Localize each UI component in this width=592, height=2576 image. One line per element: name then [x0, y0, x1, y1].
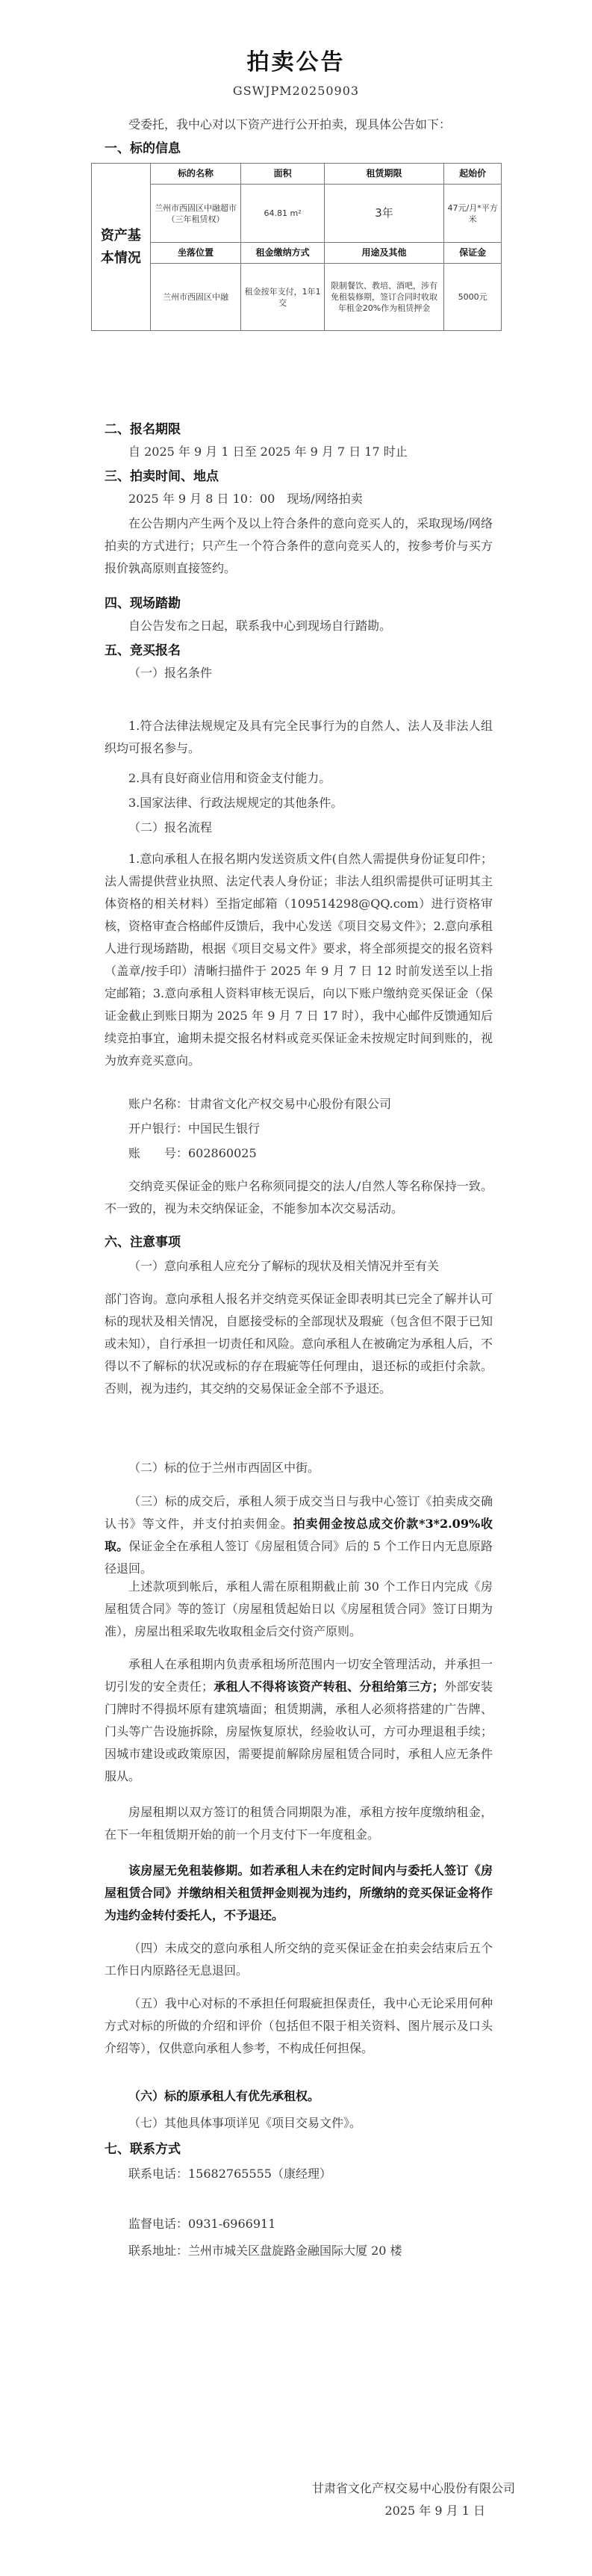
table-cell: 5000元 — [444, 264, 502, 331]
table-header-cell: 起始价 — [444, 164, 502, 185]
account-bank: 开户银行：中国民生银行 — [128, 1121, 261, 1136]
no-sublet-text: 承租人不得将该资产转租、分租给第三方； — [214, 1679, 444, 1694]
table-header-cell: 面积 — [241, 164, 324, 185]
section-heading-auction-time: 三、拍卖时间、地点 — [105, 469, 219, 484]
default-warning-text: 该房屋无免租装修期。如若承租人未在约定时间内与委托人签订《房屋租赁合同》并缴纳相关租赁押金则视为违约，所缴纳的竞买保证金将作为违约金转付委托人，不予退还。 — [105, 1863, 493, 1922]
registration-period-text: 自 2025 年 9 月 1 日至 2025 年 9 月 7 日 17 时止 — [128, 445, 408, 459]
account-number: 账 号：602860025 — [128, 1146, 257, 1160]
supervision-phone: 监督电话：0931-6966911 — [128, 2217, 276, 2231]
section-heading-target-info: 一、标的信息 — [105, 141, 181, 156]
table-cell: 兰州市西固区中融超市（三年租赁权） — [150, 185, 241, 243]
table-cell: 64.81 m² — [241, 185, 324, 243]
rent-payment-text: 房屋租期以双方签订的租赁合同期限为准，承租方按年度缴纳租金，在下一年租赁期开始的前一个月支付下一年度租金。 — [105, 1805, 493, 1842]
section-heading-notes: 六、注意事项 — [105, 1235, 181, 1250]
table-cell: 限制餐饮、教培、酒吧，涉有免租装修期，签订合同时收取年租金20%作为租赁押金 — [324, 264, 444, 331]
table-header-cell: 用途及其他 — [324, 243, 444, 264]
signature-organization: 甘肃省文化产权交易中心股份有限公司 — [311, 2481, 515, 2495]
table-header-cell: 租金缴纳方式 — [241, 243, 324, 264]
note-4: （四）未成交的意向承租人所交纳的竞买保证金在拍卖会结束后五个工作日内原路径无息退回。 — [105, 1941, 493, 1978]
subheading-conditions: （一）报名条件 — [128, 666, 213, 680]
table-header-cell: 标的名称 — [150, 164, 241, 185]
deposit-refund-text: 保证金全在承租人签订《房屋租赁合同》后的 5 个工作日内无息原路径退回。 — [105, 1539, 493, 1576]
page-title: 拍卖公告 — [246, 49, 346, 75]
condition-item: 1.符合法律法规规定及具有完全民事行为的自然人、法人及非法人组织均可报名参与。 — [105, 719, 493, 755]
signature-date: 2025 年 9 月 1 日 — [384, 2504, 485, 2518]
note-1-lead: （一）意向承租人应充分了解标的现状及相关情况并至有关 — [128, 1259, 440, 1273]
note-7: （七）其他具体事项详见《项目交易文件》。 — [128, 2116, 362, 2130]
table-cell: 租金按年支付，1年1交 — [241, 264, 324, 331]
table-cell: 兰州市西固区中融 — [150, 264, 241, 331]
table-header-cell: 保证金 — [444, 243, 502, 264]
auction-method-text: 在公告期内产生两个及以上符合条件的意向竞买人的，采取现场/网络拍卖的方式进行；只产生一个符合条件的意向竞买人的，按参考价与买方报价孰高原则直接签约。 — [105, 516, 493, 575]
contact-phone: 联系电话：15682765555（康经理） — [128, 2167, 331, 2181]
contact-address: 联系地址：兰州市城关区盘旋路金融国际大厦 20 楼 — [128, 2244, 402, 2258]
table-cell: 3年 — [324, 185, 444, 243]
section-heading-site-visit: 四、现场踏勘 — [105, 596, 181, 611]
subheading-process: （二）报名流程 — [128, 820, 213, 835]
section-heading-bidding-registration: 五、竞买报名 — [105, 643, 181, 658]
asset-info-table — [91, 163, 502, 331]
section-heading-registration-period: 二、报名期限 — [105, 422, 181, 437]
registration-process-text: 1.意向承租人在报名期内发送资质文件(自然人需提供身份证复印件；法人需提供营业执照、法定代表人身份证；非法人组织需提供可证明其主体资格的相关材料）至指定邮箱（109514298@QQ.com）进行资格审核，资格审查合格邮件反馈后，我中心发送《项目交易文件》；2.意向承租人进行现场踏勘，根据《项目交易文件》要求，将全部须提交的报名资料（盖章/按手印）清晰扫描件于 2025 年 9 月 7 日 12 时前发送至以上指定邮箱；3.意向承租人资料审核无误后，向以下账户缴纳竞买保证金（保证金截止到账日期为 2025 年 9 月 7 日 17 时），我中心邮件反馈通知后续竞拍事宜，逾期未提交报名材料或竞买保证金未按规定时间到账的，视为放弃竞买意向。 — [105, 852, 493, 1068]
note-6: （六）标的原承租人有优先承租权。 — [128, 2089, 320, 2103]
note-3-text: （三）标的成交后，承租人须于成交当日与我中心签订《拍卖成交确认书》等文件，并支付拍卖佣金。 — [105, 1494, 493, 1531]
table-header-cell: 租赁期限 — [324, 164, 444, 185]
condition-item: 2.具有良好商业信用和资金支付能力。 — [128, 771, 331, 785]
auction-time-text: 2025 年 9 月 8 日 10：00 现场/网络拍卖 — [128, 492, 363, 506]
commission-rate-text: 拍卖佣金按总成交价款*3*2.09%收取。 — [105, 1517, 493, 1553]
lease-signing-text: 上述款项到帐后，承租人需在原租期截止前 30 个工作日内完成《房屋租赁合同》等的签订（房屋租赁起始日以《房屋租赁合同》签订日期为准），房屋出租采取先收取租金后交付资产原则。 — [105, 1579, 493, 1638]
deposit-note: 交纳竞买保证金的账户名称须同提交的法人/自然人等名称保持一致。不一致的，视为未交纳保证金，不能参加本次交易活动。 — [105, 1179, 493, 1216]
signage-text: 外部安装门牌时不得损坏原有建筑墙面；租赁期满，承租人必须将搭建的广告牌、门头等广告设施拆除，房屋恢复原状，经验收认可，方可办理退租手续；因城市建设或政策原因，需要提前解除房屋租赁合同时，承租人应无条件服从。 — [105, 1679, 493, 1783]
note-2: （二）标的位于兰州市西固区中街。 — [128, 1461, 320, 1475]
announcement-code: GSWJPM20250903 — [232, 84, 360, 98]
condition-item: 3.国家法律、行政法规规定的其他条件。 — [128, 796, 343, 810]
section-heading-contact: 七、联系方式 — [105, 2142, 181, 2157]
intro-paragraph: 受委托，我中心对以下资产进行公开拍卖，现具体公告如下： — [128, 117, 452, 131]
table-row-header: 资产基本情况 — [92, 164, 151, 331]
table-header-cell: 坐落位置 — [150, 243, 241, 264]
note-3-paragraph — [105, 1490, 493, 1580]
safety-paragraph — [105, 1653, 493, 1788]
site-visit-text: 自公告发布之日起，联系我中心到现场自行踏勘。 — [128, 619, 392, 633]
safety-text: 承租人在承租期内负责承租场所范围内一切安全管理活动，并承担一切引发的安全责任； — [105, 1657, 493, 1694]
account-name: 账户名称：甘肃省文化产权交易中心股份有限公司 — [128, 1097, 392, 1111]
table-cell: 47元/月*平方米 — [444, 185, 502, 243]
note-5: （五）我中心对标的不承担任何瑕疵担保责任，我中心无论采用何种方式对标的所做的介绍和评价（包括但不限于相关资料、图片展示及口头介绍等），仅供意向承租人参考，不构成任何担保。 — [105, 1996, 493, 2055]
note-1-body: 部门咨询。意向承租人报名并交纳竞买保证金即表明其已完全了解并认可标的现状及相关情况，自愿接受标的全部现状及瑕疵（包含但不限于已知或未知），自行承担一切责任和风险。意向承租人在被确定为承租人后，不得以不了解标的状况或标的存在瑕疵等任何理由，退还标的或拒付余款。否则，视为违约，其交纳的交易保证金全部不予退还。 — [105, 1292, 493, 1396]
